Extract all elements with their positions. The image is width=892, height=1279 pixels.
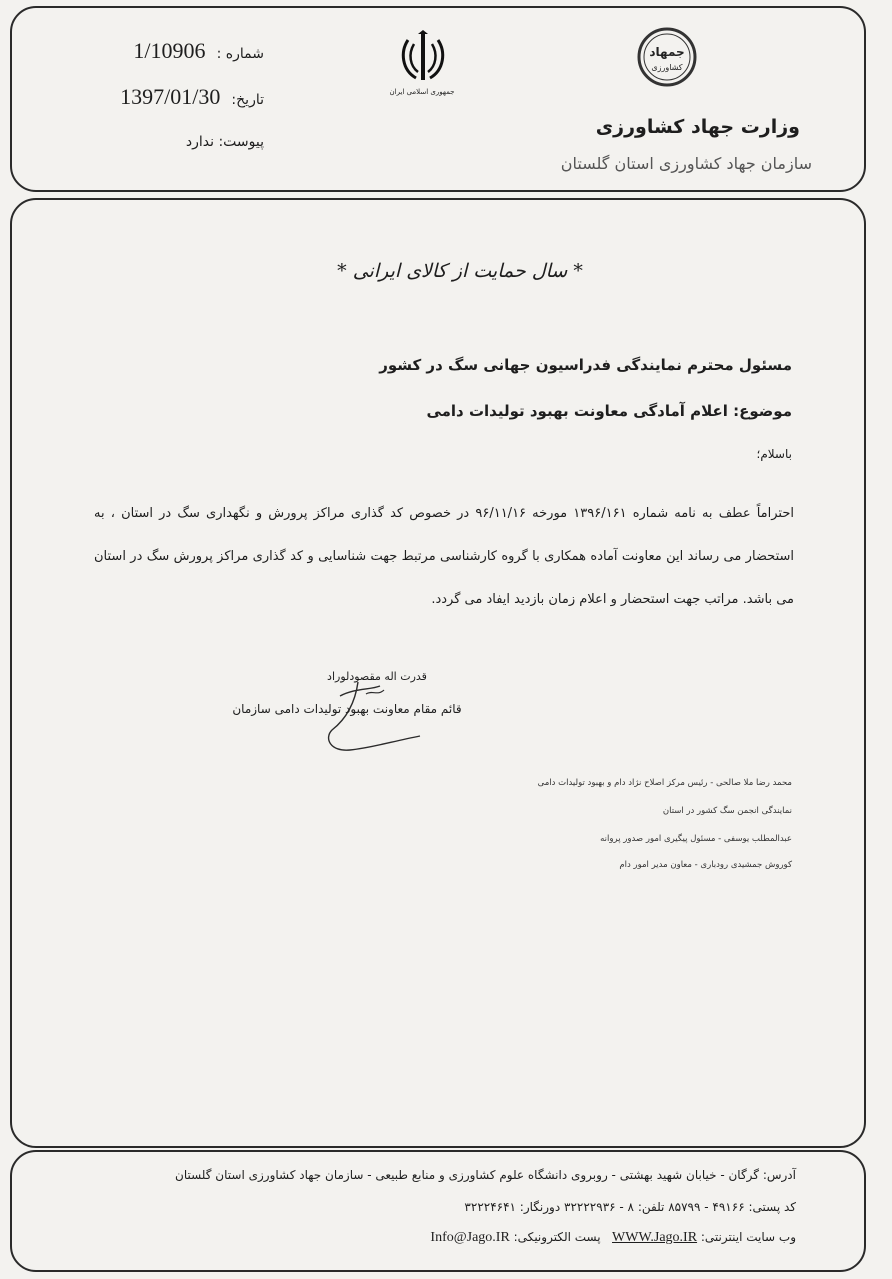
letter-date-value: 1397/01/30: [120, 84, 221, 109]
letter-paragraph: احتراماً عطف به نامه شماره ۱۳۹۶/۱۶۱ مورخه ۹۶/۱۱/۱۶ در خصوص کد گذاری مراکز پرورش و نگهداری سگ در استان ، به استحضار می رساند این معاونت آماده همکاری با گروه کارشناسی مرتبط جهت شناسایی و کد گذاری مراکز پرورش سگ در استان می باشد. مراتب جهت استحضار و اعلام زمان بازدید ایفاد می گردد.: [94, 506, 794, 607]
logo-text-bottom: کشاورزی: [651, 63, 683, 72]
footer-web: [430, 1230, 796, 1246]
letter-date: [104, 84, 264, 110]
jahad-logo-icon: [636, 26, 698, 88]
emblem-caption: جمهوری اسلامی ایران: [389, 88, 455, 96]
letter-number-value: 1/10906: [133, 38, 206, 63]
website-label: وب سایت اینترنتی:: [700, 1230, 796, 1244]
email-label: پست الکترونیکی:: [513, 1230, 601, 1244]
cc-item: محمد رضا ملا صالحی - رئیس مرکز اصلاح نژاد دام و بهبود تولیدات دامی: [537, 778, 792, 788]
footer-contact: کد پستی: ۴۹۱۶۶ - ۸۵۷۹۹ تلفن: ۸ - ۳۲۲۲۲۹۳۶ دورنگار: ۳۲۲۲۴۶۴۱: [464, 1200, 796, 1214]
website-link[interactable]: WWW.Jago.IR: [612, 1230, 698, 1245]
recipient: مسئول محترم نمایندگی فدراسیون جهانی سگ در کشور: [379, 356, 792, 374]
signer-name: قدرت اله مقصودلوراد: [327, 670, 427, 683]
attachment-note: پیوست: ندارد: [185, 134, 264, 150]
greeting: باسلام؛: [756, 447, 792, 461]
ministry-name: وزارت جهاد کشاورزی: [595, 116, 800, 138]
letter-number-label: شماره :: [216, 46, 264, 62]
cc-item: کوروش جمشیدی رودباری - معاون مدیر امور دام: [619, 860, 792, 870]
cc-item: عبدالمطلب یوسفی - مسئول پیگیری امور صدور پروانه: [600, 834, 792, 844]
cc-item: نمایندگی انجمن سگ کشور در استان: [662, 806, 792, 816]
year-slogan: * سال حمایت از کالای ایرانی *: [337, 260, 583, 282]
organization-name: سازمان جهاد کشاورزی استان گلستان: [560, 154, 812, 173]
letter-number: [104, 38, 264, 64]
handwritten-signature: [310, 676, 430, 766]
letter-date-label: تاریخ:: [231, 92, 264, 108]
logo-text-top: جمهاد: [649, 45, 685, 59]
email-link[interactable]: Info@Jago.IR: [430, 1230, 510, 1245]
subject: موضوع: اعلام آمادگی معاونت بهبود تولیدات دامی: [426, 402, 792, 420]
iran-emblem-icon: [398, 30, 448, 92]
footer-address: آدرس: گرگان - خیابان شهید بهشتی - روبروی دانشگاه علوم کشاورزی و منابع طبیعی - سازمان جهاد کشاورزی استان گلستان: [175, 1168, 796, 1182]
signer-title: قائم مقام معاونت بهبود تولیدات دامی سازمان: [232, 702, 462, 716]
